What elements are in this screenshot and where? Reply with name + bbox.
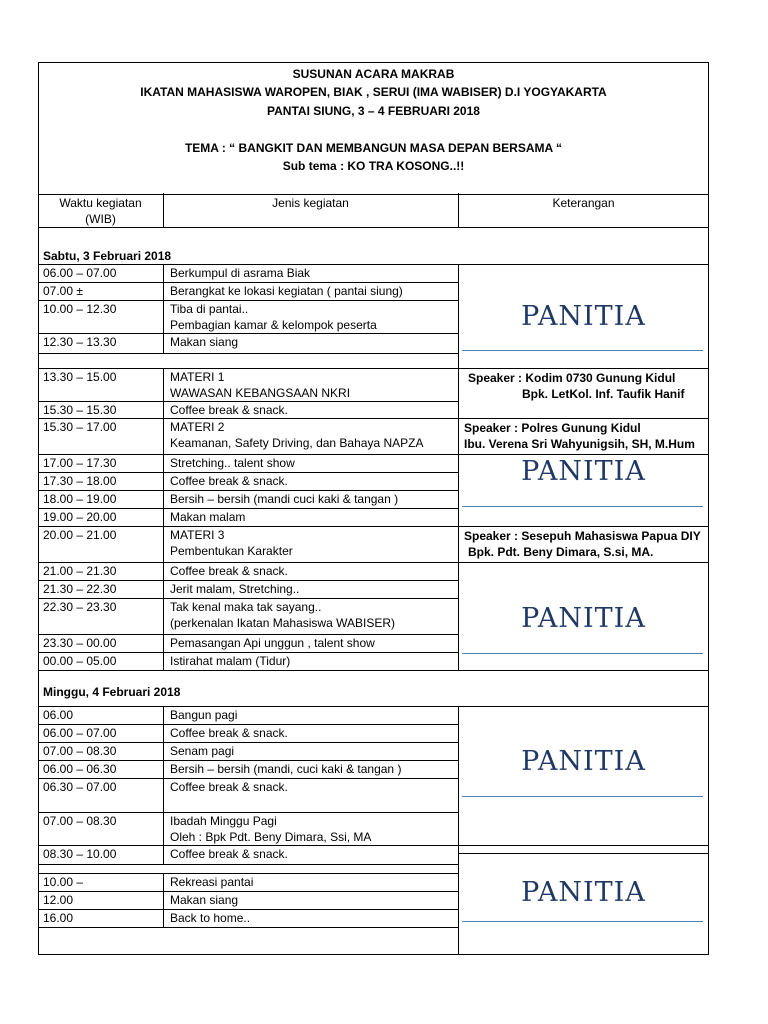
row-time: 18.00 – 19.00 (43, 492, 117, 506)
row-activity-detail: Keamanan, Safety Driving, dan Bahaya NAPZA (170, 436, 424, 450)
row-time: 12.00 (43, 893, 74, 907)
committee-underline (462, 506, 703, 507)
column-header-activity: Jenis kegiatan (272, 196, 349, 210)
table-rule (458, 526, 709, 527)
table-rule (38, 670, 709, 671)
row-time: 13.30 – 15.00 (43, 370, 117, 384)
row-time: 21.30 – 22.30 (43, 582, 117, 596)
row-time: 22.30 – 23.30 (43, 600, 117, 614)
title-line: SUSUNAN ACARA MAKRAB (292, 67, 455, 81)
row-time: 10.00 – (43, 875, 84, 889)
column-header-time-unit: (WIB) (85, 212, 116, 226)
row-activity: Tak kenal maka tak sayang.. (170, 600, 322, 614)
column-header-notes: Keterangan (552, 196, 615, 210)
committee-label: PANITIA (521, 603, 646, 634)
row-time: 00.00 – 05.00 (43, 654, 117, 668)
row-activity: Back to home.. (170, 911, 251, 925)
row-activity: Berkumpul di asrama Biak (170, 266, 311, 280)
day-heading: Minggu, 4 Februari 2018 (43, 685, 181, 699)
table-rule (458, 368, 709, 369)
table-rule (163, 264, 164, 353)
committee-underline (462, 350, 703, 351)
row-activity: MATERI 1 (170, 370, 225, 384)
table-rule (38, 353, 39, 354)
row-activity: Coffee break & snack. (170, 474, 288, 488)
speaker-detail: Bpk. Pdt. Beny Dimara, S.si, MA. (468, 545, 654, 559)
row-time: 10.00 – 12.30 (43, 302, 117, 316)
table-rule (38, 864, 458, 865)
row-activity: Makan malam (170, 510, 246, 524)
row-time: 06.00 – 07.00 (43, 726, 117, 740)
committee-label: PANITIA (521, 877, 646, 908)
row-activity: Coffee break & snack. (170, 847, 288, 861)
row-time: 15.30 – 17.00 (43, 420, 117, 434)
row-time: 08.30 – 10.00 (43, 847, 117, 861)
row-activity: Coffee break & snack. (170, 403, 288, 417)
row-time: 07.00 ± (43, 284, 83, 298)
row-activity-detail: (perkenalan Ikatan Mahasiswa WABISER) (170, 616, 395, 630)
speaker-detail: Ibu. Verena Sri Wahyunigsih, SH, M.Hum (464, 437, 695, 451)
row-activity: Istirahat malam (Tidur) (170, 654, 291, 668)
row-time: 06.00 (43, 708, 74, 722)
table-rule (38, 227, 709, 228)
row-time: 07.00 – 08.30 (43, 744, 117, 758)
row-activity: Pemasangan Api unggun , talent show (170, 636, 375, 650)
speaker-name: Speaker : Polres Gunung Kidul (464, 421, 641, 435)
row-activity: Tiba di pantai.. (170, 302, 249, 316)
row-time: 17.30 – 18.00 (43, 474, 117, 488)
column-header-time: Waktu kegiatan (59, 196, 142, 210)
row-time: 17.00 – 17.30 (43, 456, 117, 470)
row-time: 15.30 – 15.30 (43, 403, 117, 417)
table-rule (38, 873, 458, 874)
row-activity-detail: WAWASAN KEBANGSAAN NKRI (170, 386, 351, 400)
table-rule (163, 873, 164, 927)
row-activity: MATERI 3 (170, 528, 225, 542)
committee-label: PANITIA (521, 456, 646, 487)
row-activity: Coffee break & snack. (170, 564, 288, 578)
row-activity: Makan siang (170, 335, 239, 349)
organization-line: IKATAN MAHASISWA WAROPEN, BIAK , SERUI (IMA WABISER) D.I YOGYAKARTA (140, 85, 607, 99)
row-activity-detail: Pembentukan Karakter (170, 544, 293, 558)
row-activity-detail: Oleh : Bpk Pdt. Beny Dimara, Ssi, MA (170, 830, 372, 844)
row-activity: Stretching.. talent show (170, 456, 295, 470)
table-rule (38, 193, 39, 955)
table-rule (38, 368, 458, 369)
table-rule (458, 845, 709, 846)
table-rule (458, 853, 709, 854)
committee-label: PANITIA (521, 746, 646, 777)
row-activity: Senam pagi (170, 744, 235, 758)
row-time: 06.00 – 06.30 (43, 762, 117, 776)
table-rule (38, 954, 709, 955)
row-time: 20.00 – 21.00 (43, 528, 117, 542)
row-activity: Ibadah Minggu Pagi (170, 814, 277, 828)
row-activity: Jerit malam, Stretching.. (170, 582, 300, 596)
speaker-name: Speaker : Kodim 0730 Gunung Kidul (468, 371, 676, 385)
row-activity-detail: Pembagian kamar & kelompok peserta (170, 318, 377, 332)
row-activity: Bersih – bersih (mandi cuci kaki & tangan ) (170, 492, 399, 506)
row-time: 23.30 – 00.00 (43, 636, 117, 650)
table-rule (458, 562, 709, 563)
row-time: 07.00 – 08.30 (43, 814, 117, 828)
row-time: 19.00 – 20.00 (43, 510, 117, 524)
row-time: 06.30 – 07.00 (43, 780, 117, 794)
table-rule (38, 891, 458, 892)
day-heading: Sabtu, 3 Februari 2018 (43, 249, 172, 263)
row-time: 12.30 – 13.30 (43, 335, 117, 349)
subtheme-line: Sub tema : KO TRA KOSONG..!! (282, 159, 465, 173)
row-time: 06.00 – 07.00 (43, 266, 117, 280)
document-header (38, 62, 709, 195)
row-activity: Bangun pagi (170, 708, 238, 722)
row-time: 16.00 (43, 911, 74, 925)
table-rule (163, 706, 164, 864)
row-activity: MATERI 2 (170, 420, 225, 434)
row-activity: Coffee break & snack. (170, 726, 288, 740)
row-activity: Coffee break & snack. (170, 780, 288, 794)
row-activity: Makan siang (170, 893, 239, 907)
table-rule (163, 368, 164, 670)
location-date-line: PANTAI SIUNG, 3 – 4 FEBRUARI 2018 (267, 104, 480, 118)
table-rule (38, 264, 709, 265)
row-time: 21.00 – 21.30 (43, 564, 117, 578)
theme-line: TEMA : “ BANGKIT DAN MEMBANGUN MASA DEPAN BERSAMA “ (184, 141, 563, 155)
table-rule (38, 706, 709, 707)
row-activity: Rekreasi pantai (170, 875, 254, 889)
table-rule (38, 927, 458, 928)
committee-underline (462, 796, 703, 797)
row-activity: Berangkat ke lokasi kegiatan ( pantai siung) (170, 284, 403, 298)
committee-underline (462, 653, 703, 654)
table-rule (458, 418, 709, 419)
schedule-table (38, 193, 709, 955)
table-rule (458, 454, 709, 455)
row-activity: Bersih – bersih (mandi, cuci kaki & tangan ) (170, 762, 402, 776)
speaker-detail: Bpk. LetKol. Inf. Taufik Hanif (522, 387, 685, 401)
table-rule (458, 706, 459, 954)
committee-label: PANITIA (521, 301, 646, 332)
table-rule (38, 353, 458, 354)
schedule-document (38, 62, 709, 955)
committee-underline (462, 921, 703, 922)
speaker-name: Speaker : Sesepuh Mahasiswa Papua DIY (464, 529, 701, 543)
